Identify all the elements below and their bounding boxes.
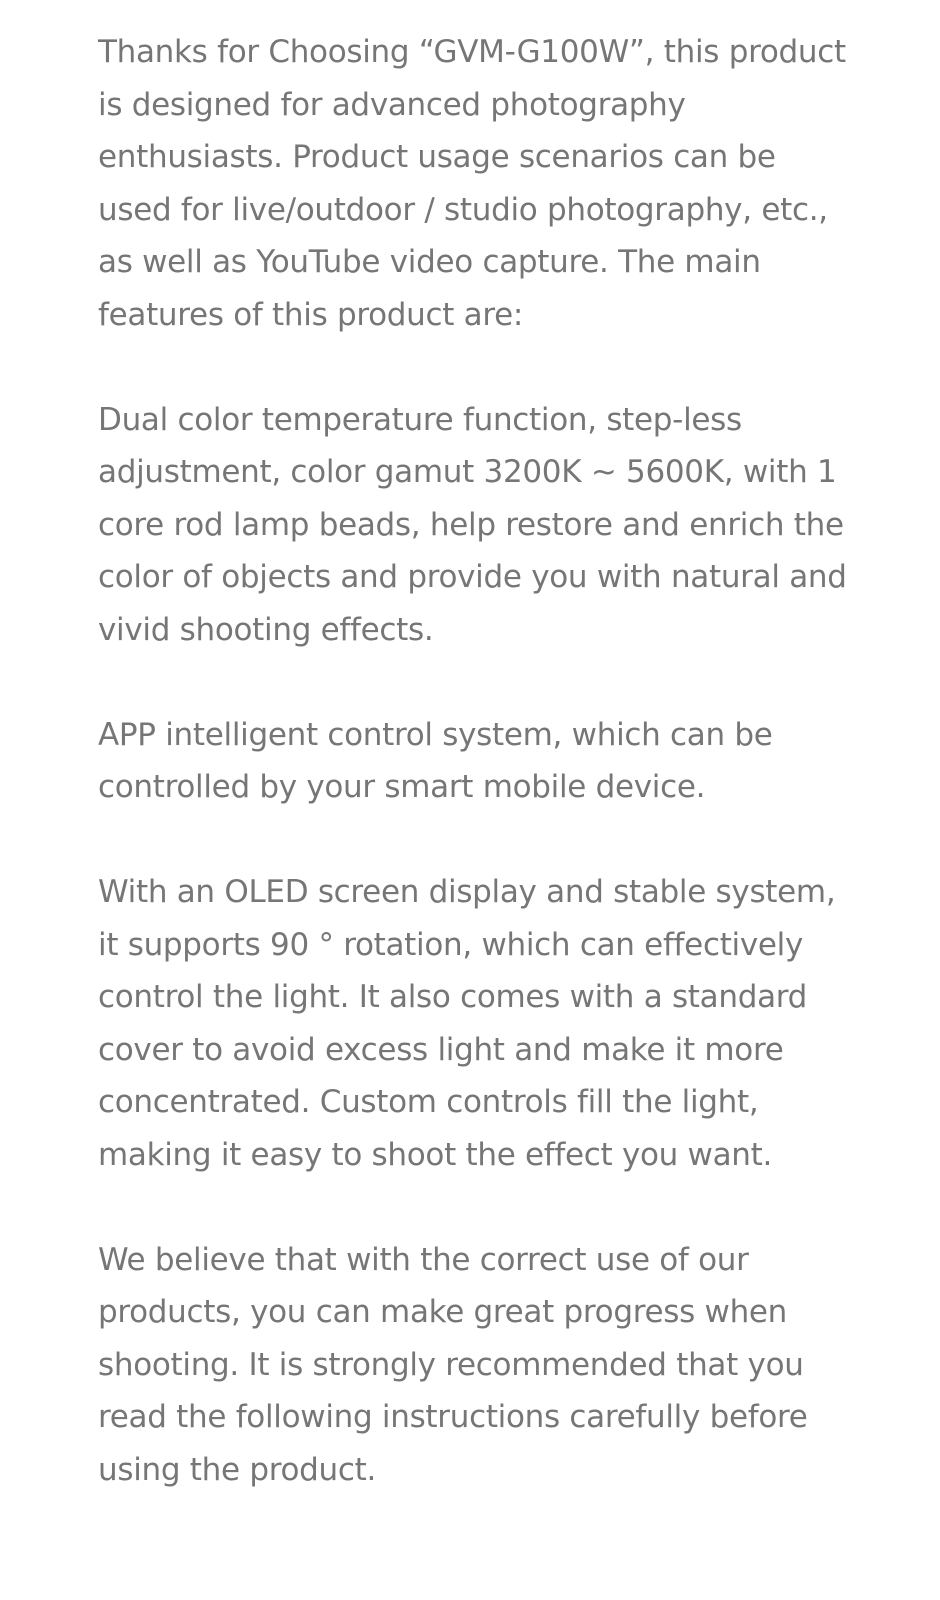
document-body xyxy=(98,26,858,1496)
color-temperature-paragraph: Dual color temperature function, step-less adjustment, color gamut 3200K ~ 5600K, with 1 core rod lamp beads, help restore and enrich the color of objects and provide you with natural and vivid shooting effects. xyxy=(98,401,847,648)
oled-screen-paragraph: With an OLED screen display and stable system, it supports 90 ° rotation, which can effectively control the light. It also comes with a standard cover to avoid excess light and make it more concentrated. Custom controls fill the light, making it easy to shoot the effect you want. xyxy=(98,874,836,1173)
app-control-paragraph: APP intelligent control system, which can be controlled by your smart mobile device. xyxy=(98,716,773,805)
intro-paragraph: Thanks for Choosing “GVM-G100W”, this product is designed for advanced photography enthusiasts. Product usage scenarios can be used for live/outdoor / studio photography, etc., as well as YouTube video capture. The main features of this product are: xyxy=(98,34,846,333)
instructions-paragraph: We believe that with the correct use of our products, you can make great progress when shooting. It is strongly recommended that you read the following instructions carefully before using the product. xyxy=(98,1241,808,1488)
